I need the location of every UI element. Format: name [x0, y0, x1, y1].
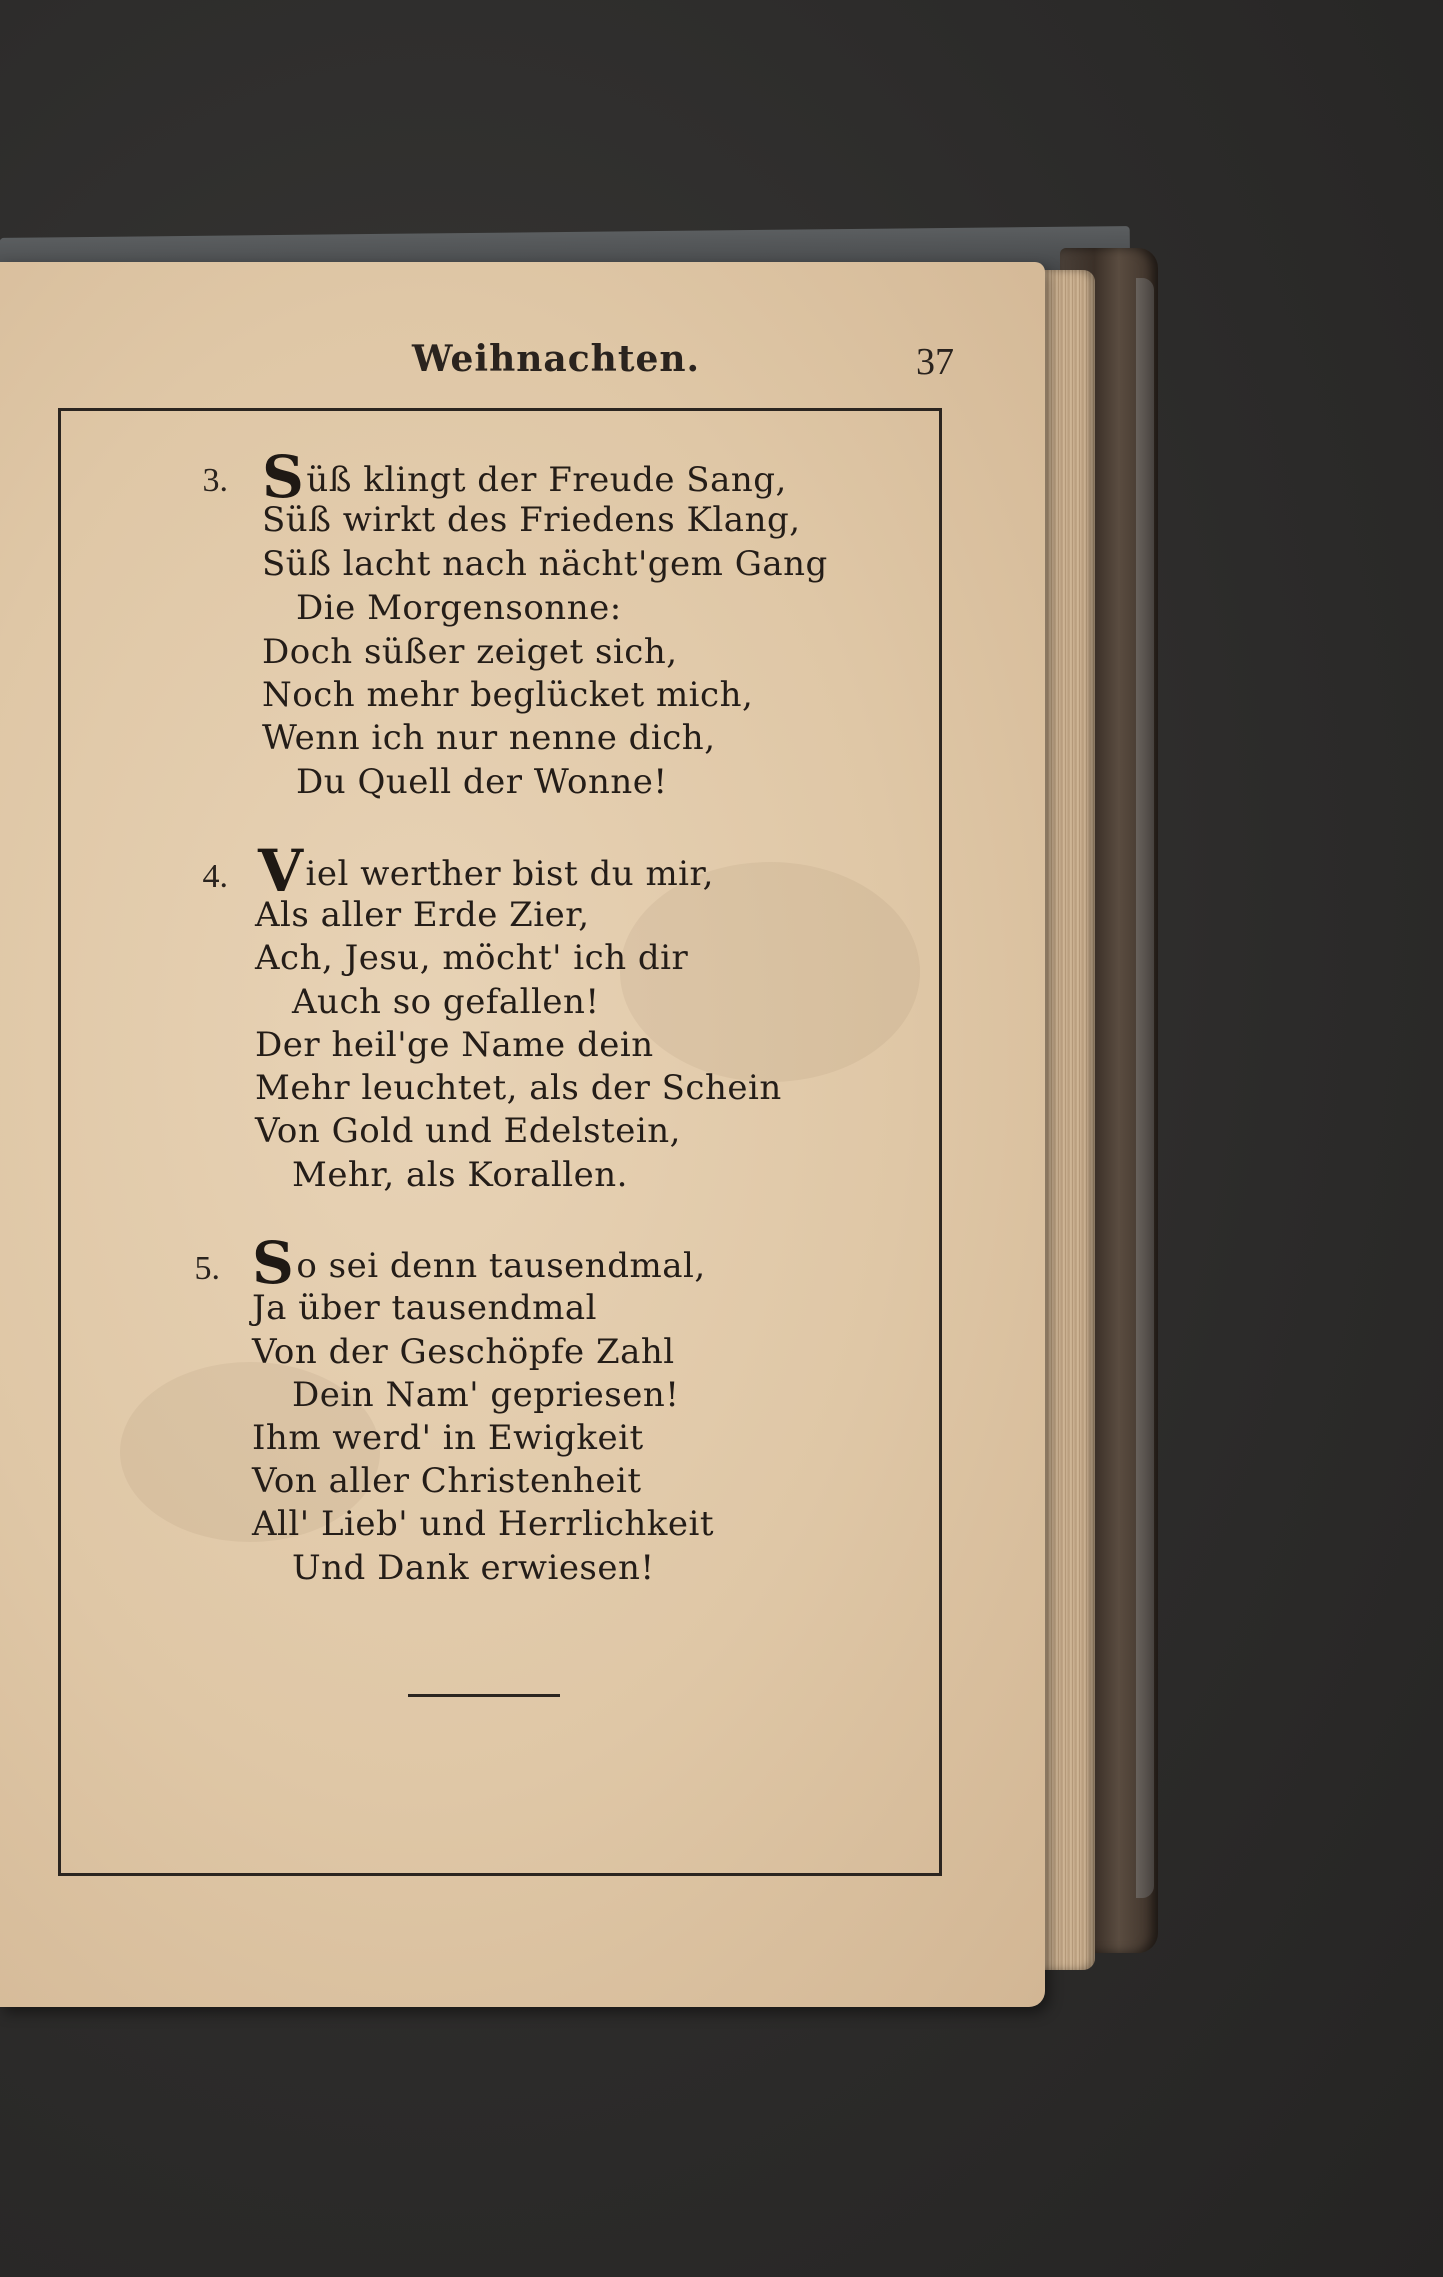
verse-line: Dein Nam' gepriesen!	[292, 1375, 680, 1415]
verse-line: Noch mehr beglücket mich,	[262, 675, 754, 715]
verse-line: Ihm werd' in Ewigkeit	[252, 1418, 644, 1458]
verse-line: Ach, Jesu, möcht' ich dir	[255, 938, 689, 978]
verse-line: Süß wirkt des Friedens Klang,	[262, 500, 801, 540]
stanza-number: 4.	[202, 858, 228, 895]
verse-line	[262, 443, 787, 511]
verse-line: Von aller Christenheit	[252, 1461, 642, 1501]
verse-line: Du Quell der Wonne!	[296, 762, 668, 802]
verse-line: Wenn ich nur nenne dich,	[262, 718, 716, 758]
verse-line: Von der Geschöpfe Zahl	[252, 1332, 675, 1372]
verse-line: Der heil'ge Name dein	[255, 1025, 654, 1065]
verse-line: Mehr leuchtet, als der Schein	[255, 1068, 782, 1108]
verse-line: Doch süßer zeiget sich,	[262, 632, 678, 672]
verse-line: Als aller Erde Zier,	[255, 895, 590, 935]
verse-line: Und Dank erwiesen!	[292, 1548, 655, 1588]
verse-line-text: üß klingt der Freude Sang,	[306, 460, 787, 500]
running-title: Weihnachten.	[412, 338, 701, 380]
verse-line: Auch so gefallen!	[292, 982, 600, 1022]
verse-line-text: iel werther bist du mir,	[305, 854, 714, 894]
drop-initial: V	[258, 837, 304, 905]
verse-line: Die Morgensonne:	[296, 588, 622, 628]
end-rule	[408, 1694, 560, 1697]
drop-initial: S	[262, 443, 305, 511]
verse-line	[252, 1229, 706, 1297]
stanza-number: 3.	[202, 462, 228, 499]
verse-line: All' Lieb' und Herrlichkeit	[252, 1504, 715, 1544]
verse-line: Süß lacht nach nächt'gem Gang	[262, 544, 828, 584]
verse-line: Ja über tausendmal	[252, 1288, 597, 1328]
verse-line	[258, 837, 714, 905]
verse-line-text: o sei denn tausendmal,	[296, 1246, 706, 1286]
stanza-number: 5.	[194, 1250, 220, 1287]
drop-initial: S	[252, 1229, 295, 1297]
page-number: 37	[916, 341, 954, 383]
verse-line: Mehr, als Korallen.	[292, 1155, 628, 1195]
verse-line: Von Gold und Edelstein,	[255, 1111, 681, 1151]
running-head	[0, 338, 1000, 398]
